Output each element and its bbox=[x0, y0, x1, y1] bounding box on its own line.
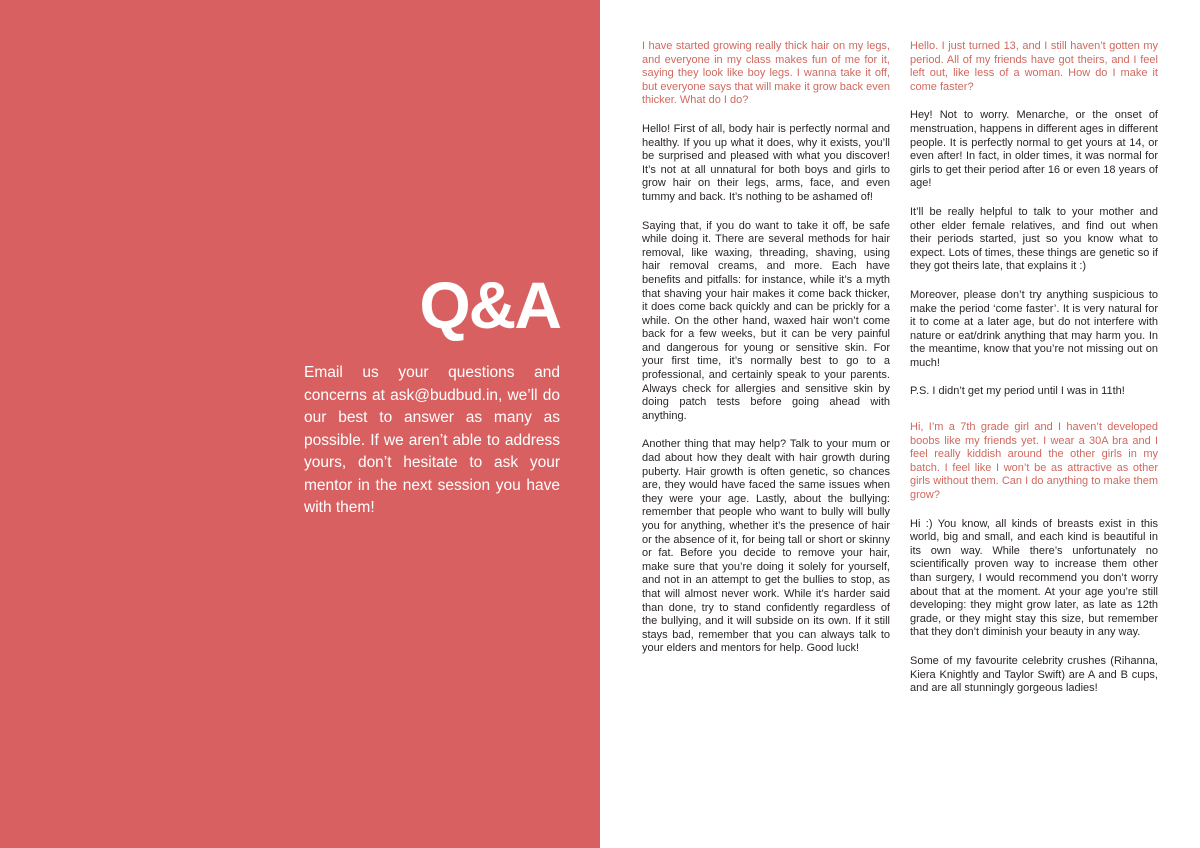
answer-paragraph: Moreover, please don’t try anything suspicious to make the period ‘come faster’. It is very natural for it to come at a later age, but do not interfere with nature or eat/drink anything that may harm you. In the meantime, know that you’re not missing out on much! bbox=[910, 288, 1158, 369]
answer-paragraph: P.S. I didn’t get my period until I was in 11th! bbox=[910, 385, 1125, 398]
answer-paragraph: Another thing that may help? Talk to your mum or dad about how they dealt with hair growth during puberty. Hair growth is often genetic, so chances are, they would have faced the same issues when they were your age. Lastly, about the bullying: remember that people who want to bully will bully you for anything, whether it’s the presence of hair or the absence of it, for being tall or short or skinny or fat. Before you decide to remove your hair, make sure that you’re doing it solely for yourself, and not in an attempt to get the bullies to stop, as that will almost never work. While it’s harder said than done, try to stand confidently regardless of the bullying, and it will subside on its own. If it still stays bad, remember that you can always talk to your elders and mentors for help. Good luck! bbox=[642, 438, 890, 655]
answer-paragraph: Hi :) You know, all kinds of breasts exist in this world, big and small, and each kind is beautiful in its own way. While there’s unfortunately no scientifically proven way to increase them other than surgery, I would recommend you don’t worry about that at the moment. At your age you’re still developing: they might grow later, as late as 12th grade, or they might stay this size, but remember that they don’t diminish your beauty in any way. bbox=[910, 517, 1158, 639]
qa-description: Email us your questions and concerns at ask@budbud.in, we’ll do our best to answer as many as possible. If we aren’t able to address yours, don’t hesitate to ask your mentor in the next session you have with them! bbox=[304, 364, 560, 516]
question-paragraph: I have started growing really thick hair on my legs, and everyone in my class makes fun of me for it, saying they look like boy legs. I wanna take it off, but everyone says that will make it grow back even thicker. What do I do? bbox=[642, 40, 890, 107]
answer-paragraph: Saying that, if you do want to take it off, be safe while doing it. There are several methods for hair removal, like waxing, threading, shaving, using hair removal creams, and more. Each have benefits and pitfalls: for instance, while it’s a myth that shaving your hair makes it come back thicker, it does come back quickly and can be prickly for a while. On the other hand, waxed hair won’t come back for a few weeks, but it can be very painful and dangerous for young or sensitive skin. For your first time, it’s normally best to go to a professional, and certainly speak to your parents. Always check for allergies and sensitive skin by doing patch tests before going ahead with anything. bbox=[642, 219, 890, 422]
answer-paragraph: Some of my favourite celebrity crushes (Rihanna, Kiera Knightly and Taylor Swift) are A and B cups, and are all stunningly gorgeous ladies! bbox=[910, 654, 1158, 695]
qa-intro-content bbox=[304, 268, 560, 520]
question-paragraph: Hello. I just turned 13, and I still haven’t gotten my period. All of my friends have got theirs, and I feel left out, like less of a woman. How do I make it come faster? bbox=[910, 40, 1158, 93]
question-paragraph: Hi, I’m a 7th grade girl and I haven’t developed boobs like my friends yet. I wear a 30A bra and I feel really kiddish around the other girls in my batch. I feel like I won’t be as attractive as other girls without them. Can I do anything to make them grow? bbox=[910, 421, 1158, 502]
answer-paragraph: Hey! Not to worry. Menarche, or the onset of menstruation, happens in different ages in different people. It is perfectly normal to get yours at 14, or even after! In fact, in older times, it was normal for girls to get their period after 16 or even 18 years of age! bbox=[910, 109, 1158, 190]
qa-column-right bbox=[910, 40, 1158, 711]
qa-title: Q&A bbox=[419, 268, 560, 342]
qa-column-left bbox=[642, 40, 890, 671]
answer-paragraph: Hello! First of all, body hair is perfectly normal and healthy. If you up what it does, why it exists, you’ll be surprised and pleased with what you discover! It’s not at all unnatural for both boys and girls to grow hair on their legs, arms, face, and even tummy and back. It’s nothing to be ashamed of! bbox=[642, 122, 890, 203]
answer-paragraph: It’ll be really helpful to talk to your mother and other elder female relatives, and find out when their periods started, just so you know what to expect. Lots of times, these things are genetic so if they got theirs late, that explains it :) bbox=[910, 205, 1158, 273]
